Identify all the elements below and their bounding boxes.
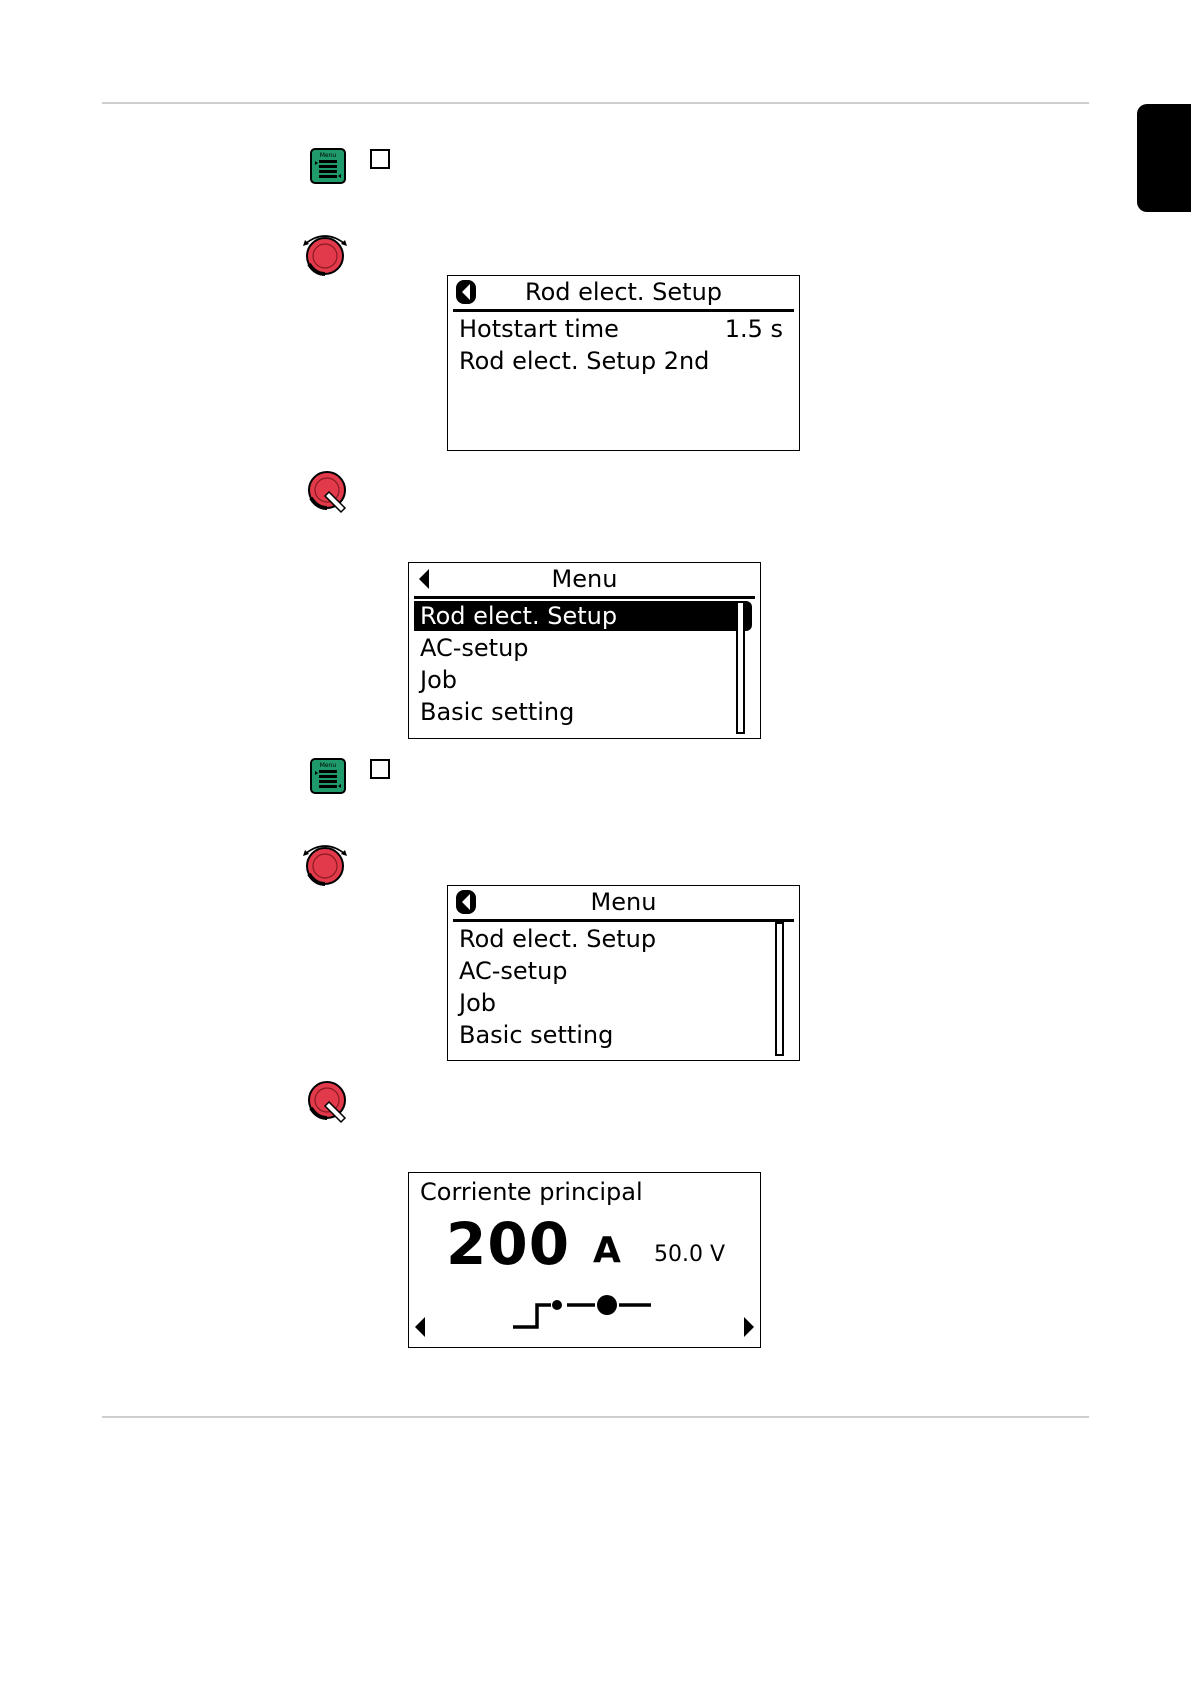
header-rule xyxy=(102,102,1089,104)
back-icon[interactable] xyxy=(454,889,480,915)
svg-text:Menu: Menu xyxy=(319,152,337,159)
menu-item-basic-setting[interactable] xyxy=(459,1020,789,1050)
adjusting-dial-press-icon[interactable] xyxy=(305,468,353,516)
arrow-left-icon[interactable] xyxy=(413,1315,429,1339)
menu-item-label: AC-setup xyxy=(459,957,568,985)
menu-item-job[interactable] xyxy=(420,665,750,695)
checkbox-icon[interactable] xyxy=(370,759,390,779)
display-screen-menu-selected xyxy=(408,562,761,739)
menu-item-ac-setup[interactable] xyxy=(459,956,789,986)
menu-item-label: Rod elect. Setup xyxy=(459,925,657,953)
menu-item-basic-setting[interactable] xyxy=(420,697,750,727)
menu-item-rod-elect-setup[interactable] xyxy=(459,924,789,954)
menu-item-label: AC-setup xyxy=(420,634,529,662)
menu-item-job[interactable] xyxy=(459,988,789,1018)
menu-button-icon[interactable] xyxy=(310,148,346,184)
menu-item-label: Rod elect. Setup xyxy=(420,602,618,630)
footer-rule xyxy=(102,1416,1089,1418)
scrollbar[interactable] xyxy=(736,601,745,734)
process-curve-icon xyxy=(511,1291,655,1331)
current-value: 200 xyxy=(446,1210,571,1278)
parameter-label: Corriente principal xyxy=(420,1178,643,1206)
menu-row-hotstart-time[interactable] xyxy=(459,314,789,344)
menu-item-rod-elect-setup[interactable] xyxy=(414,601,752,631)
back-icon[interactable] xyxy=(415,566,435,592)
screen-title: Rod elect. Setup xyxy=(524,278,723,306)
screen-title: Menu xyxy=(590,888,657,916)
checkbox-icon[interactable] xyxy=(370,149,390,169)
menu-item-label: Basic setting xyxy=(459,1021,614,1049)
screen-header xyxy=(414,563,755,599)
display-screen-main-current xyxy=(408,1172,761,1348)
adjusting-dial-turn-icon[interactable] xyxy=(301,838,349,886)
display-screen-menu xyxy=(447,885,800,1061)
language-tab xyxy=(1137,104,1191,212)
menu-row-rod-setup-2nd[interactable] xyxy=(459,346,789,376)
display-screen-rod-setup xyxy=(447,275,800,451)
scrollbar[interactable] xyxy=(775,922,784,1056)
back-icon[interactable] xyxy=(454,279,480,305)
adjusting-dial-press-icon[interactable] xyxy=(305,1078,353,1126)
screen-header xyxy=(453,276,794,312)
menu-item-ac-setup[interactable] xyxy=(420,633,750,663)
screen-header xyxy=(453,886,794,922)
menu-item-label: Job xyxy=(420,666,457,694)
menu-item-label: Job xyxy=(459,989,496,1017)
screen-title: Menu xyxy=(551,565,618,593)
current-unit: A xyxy=(593,1230,621,1271)
adjusting-dial-turn-icon[interactable] xyxy=(301,228,349,276)
arrow-right-icon[interactable] xyxy=(740,1315,756,1339)
svg-text:Menu: Menu xyxy=(319,762,337,769)
menu-button-icon[interactable] xyxy=(310,758,346,794)
menu-item-label: Basic setting xyxy=(420,698,575,726)
row-label: Rod elect. Setup 2nd xyxy=(459,347,710,375)
row-label: Hotstart time xyxy=(459,315,619,343)
voltage-value: 50.0 V xyxy=(654,1242,726,1267)
row-value: 1.5 s xyxy=(724,315,783,343)
